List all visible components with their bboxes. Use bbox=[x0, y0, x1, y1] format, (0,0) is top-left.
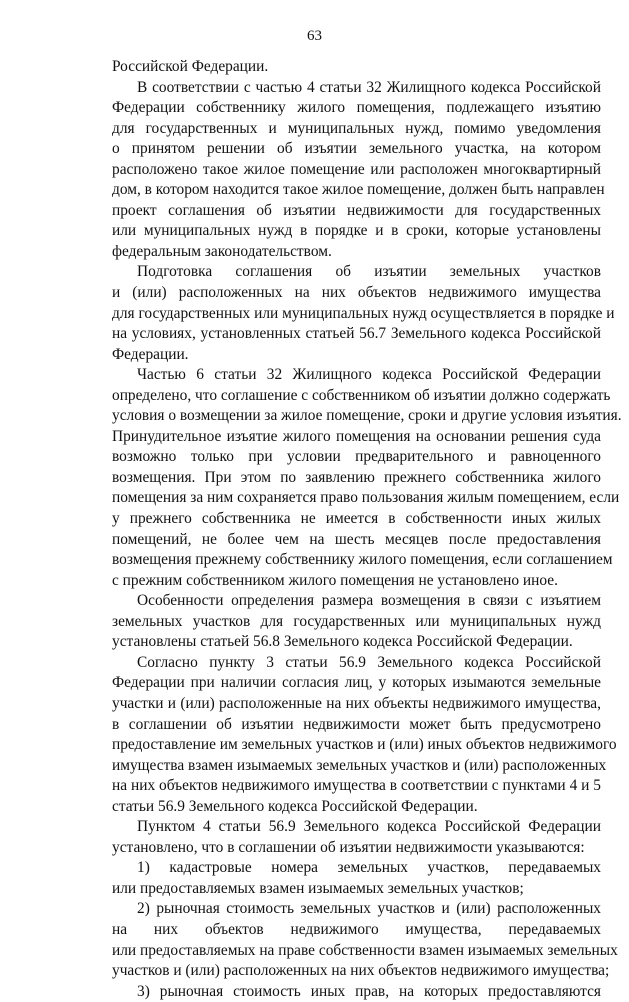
text-line: для государственных и муниципальных нужд, помимо уведомления bbox=[112, 119, 601, 137]
document-body bbox=[112, 57, 622, 1002]
text-line: предоставление им земельных участков и (или) иных объектов недвижимого bbox=[112, 736, 617, 754]
text-line: Особенности определения размера возмещения в связи с изъятием bbox=[137, 592, 601, 610]
text-line: на них объектов недвижимого имущества в соответствии с пунктами 4 и 5 bbox=[112, 777, 601, 795]
paragraph bbox=[112, 57, 601, 78]
text-line: расположено такое жилое помещение или расположен многоквартирный bbox=[112, 160, 601, 178]
text-line: имущества взамен изымаемых земельных участков и (или) расположенных bbox=[112, 756, 607, 774]
paragraph bbox=[112, 653, 617, 817]
text-line: возмещения прежнему собственнику жилого помещения, если соглашением bbox=[112, 551, 613, 569]
text-line: участки и (или) расположенные на них объекты недвижимого имущества, bbox=[112, 694, 601, 712]
text-line: Частью 6 статьи 32 Жилищного кодекса Российской Федерации bbox=[137, 366, 601, 384]
paragraph bbox=[112, 591, 601, 653]
text-line: о принятом решении об изъятии земельного участка, на котором bbox=[112, 140, 601, 158]
text-line: Федерации. bbox=[112, 345, 189, 363]
text-line: установлено, что в соглашении об изъятии недвижимости указываются: bbox=[112, 838, 585, 856]
paragraph bbox=[112, 899, 618, 981]
text-line: условия о возмещении за жилое помещение, сроки и другие условия изъятия. bbox=[112, 407, 622, 425]
text-line: 1) кадастровые номера земельных участков, передаваемых bbox=[137, 859, 601, 877]
paragraph bbox=[112, 365, 622, 591]
text-line: возможно только при условии предварительного и равноценного bbox=[112, 448, 601, 466]
text-line: 2) рыночная стоимость земельных участков и (или) расположенных bbox=[137, 900, 601, 918]
text-line: на них объектов недвижимого имущества, передаваемых bbox=[112, 920, 601, 938]
paragraph bbox=[112, 78, 605, 263]
text-line: Принудительное изъятие жилого помещения на основании решения суда bbox=[112, 427, 601, 445]
text-line: для государственных или муниципальных нужд осуществляется в порядке и bbox=[112, 304, 615, 322]
paragraph bbox=[112, 982, 601, 1002]
text-line: статьи 56.9 Земельного кодекса Российской Федерации. bbox=[112, 797, 478, 815]
text-line: на условиях, установленных статьей 56.7 Земельного кодекса Российской bbox=[112, 325, 601, 343]
text-line: Федерации собственнику жилого помещения, подлежащего изъятию bbox=[112, 99, 601, 117]
page-number: 63 bbox=[307, 28, 322, 44]
text-line: В соответствии с частью 4 статьи 32 Жилищного кодекса Российской bbox=[137, 78, 601, 96]
paragraph bbox=[112, 858, 601, 899]
text-line: дом, в котором находится такое жилое помещение, должен быть направлен bbox=[112, 181, 605, 199]
text-line: и (или) расположенных на них объектов недвижимого имущества bbox=[112, 284, 601, 302]
text-line: земельных участков для государственных или муниципальных нужд bbox=[112, 612, 601, 630]
text-line: или предоставляемых взамен изымаемых земельных участков; bbox=[112, 879, 524, 897]
text-line: помещения за ним сохраняется право пользования жилым помещением, если bbox=[112, 489, 620, 507]
text-line: Подготовка соглашения об изъятии земельных участков bbox=[137, 263, 601, 281]
text-line: Согласно пункту 3 статьи 56.9 Земельного кодекса Российской bbox=[137, 653, 601, 671]
text-line: участков и (или) расположенных на них объектов недвижимого имущества; bbox=[112, 962, 610, 980]
text-line: установлены статьей 56.8 Земельного кодекса Российской Федерации. bbox=[112, 633, 573, 651]
text-line: проект соглашения об изъятии недвижимости для государственных bbox=[112, 201, 601, 219]
text-line: Пунктом 4 статьи 56.9 Земельного кодекса Российской Федерации bbox=[137, 818, 601, 836]
text-line: 3) рыночная стоимость иных прав, на которых предоставляются bbox=[137, 982, 601, 1000]
paragraph bbox=[112, 817, 601, 858]
text-line: или муниципальных нужд в порядке и в сроки, которые установлены bbox=[112, 222, 601, 240]
text-line: в соглашении об изъятии недвижимости может быть предусмотрено bbox=[112, 715, 601, 733]
text-line: или предоставляемых на праве собственности взамен изымаемых земельных bbox=[112, 941, 618, 959]
text-line: у прежнего собственника не имеется в собственности иных жилых bbox=[112, 510, 601, 528]
text-line: определено, что соглашение с собственником об изъятии должно содержать bbox=[112, 386, 611, 404]
text-line: помещений, не более чем на шесть месяцев после предоставления bbox=[112, 530, 601, 548]
text-line: с прежним собственником жилого помещения не установлено иное. bbox=[112, 571, 558, 589]
paragraph bbox=[112, 262, 615, 365]
text-line: Федерации при наличии согласия лиц, у которых изымаются земельные bbox=[112, 674, 601, 692]
text-line: Российской Федерации. bbox=[112, 58, 269, 75]
text-line: возмещения. При этом по заявлению прежнего собственника жилого bbox=[112, 468, 601, 486]
text-line: федеральным законодательством. bbox=[112, 242, 332, 260]
